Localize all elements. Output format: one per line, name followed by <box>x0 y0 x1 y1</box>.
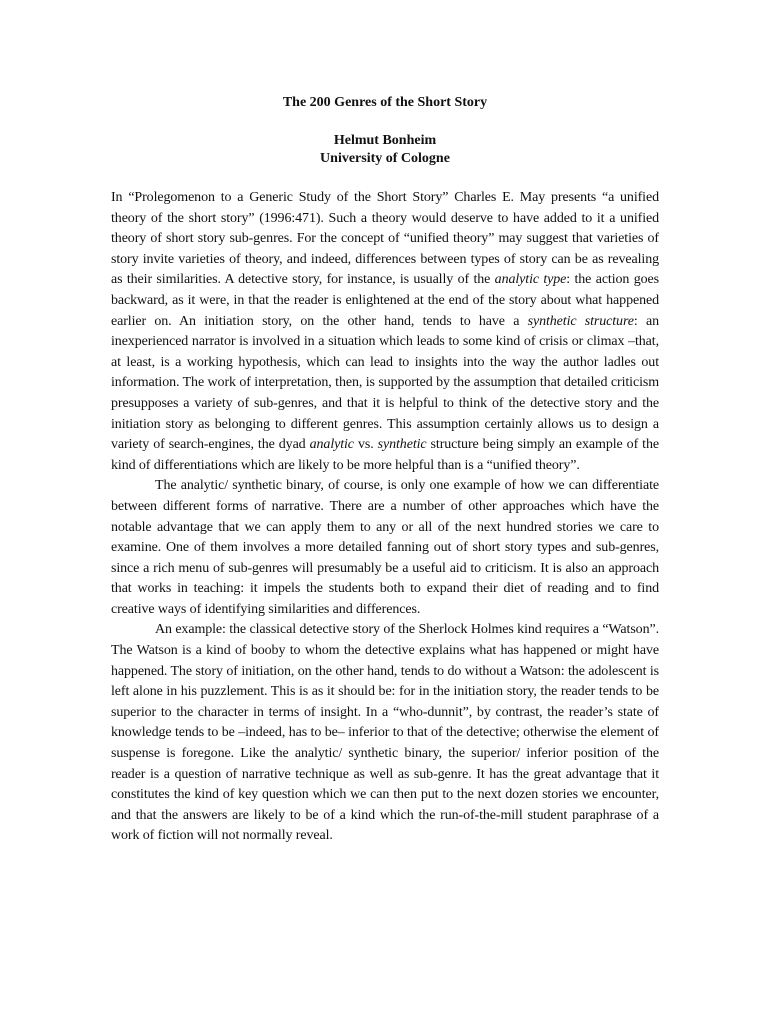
author-name: Helmut Bonheim <box>333 133 437 148</box>
author-block <box>111 132 659 168</box>
italic-term: synthetic <box>377 437 427 453</box>
paragraph-text: In “Prolegomenon to a Generic Study of the Short Story” Charles E. May presents “a unified theory of the short story” (1996:471). Such a theory would deserve to have added to it a unified theory of short story sub-genres. For the concept of “unified theory” may suggest that varieties of story invite varieties of theory, and indeed, differences between types of story can be as revealing as their similarities. A detective story, for instance, is usually of the <box>111 190 659 288</box>
body-paragraph <box>111 188 659 476</box>
document-page <box>111 94 659 847</box>
author-affiliation: University of Cologne <box>320 151 450 166</box>
paragraph-text: vs. <box>353 437 378 453</box>
paragraph-text: The analytic/ synthetic binary, of course, is only one example of how we can differentiate between different forms of narrative. There are a number of other approaches which have the notable advantage that we can apply them to any or all of the next hundred stories we care to examine. One of them involves a more detailed fanning out of short story types and sub-genres, since a rich menu of sub-genres will presumably be a useful aid to criticism. It is also an approach that works in teaching: it impels the students both to expand their diet of reading and to find creative ways of identifying similarities and differences. <box>111 478 659 617</box>
italic-term: synthetic structure <box>527 313 634 329</box>
body-text <box>111 188 659 847</box>
paragraph-text: An example: the classical detective story of the Sherlock Holmes kind requires a “Watson”. The Watson is a kind of booby to whom the detective explains what has happened or might have happened. The story of initiation, on the other hand, tends to do without a Watson: the adolescent is left alone in his puzzlement. This is as it should be: for in the initiation story, the reader tends to be superior to the character in terms of insight. In a “who-dunnit”, by contrast, the reader’s state of knowledge tends to be –indeed, has to be– inferior to that of the detective; otherwise the element of suspense is foregone. Like the analytic/ synthetic binary, the superior/ inferior position of the reader is a question of narrative technique as well as sub-genre. It has the great advantage that it constitutes the kind of key question which we can then put to the next dozen stories we encounter, and that the answers are likely to be of a kind which the run-of-the-mill student paraphrase of a work of fiction will not normally reveal. <box>111 622 659 844</box>
italic-term: analytic type <box>494 272 567 288</box>
paragraph-text: : an inexperienced narrator is involved in a situation which leads to some kind of crisis or climax –that, at least, is a working hypothesis, which can lead to insights into the way the author ladles out information. The work of interpretation, then, is supported by the assumption that detailed criticism presupposes a variety of sub-genres, and that it is helpful to think of the detective story and the initiation story as belonging to different genres. This assumption certainly allows us to design a variety of search-engines, the dyad <box>111 313 659 453</box>
body-paragraph <box>111 620 659 847</box>
body-paragraph <box>111 476 659 620</box>
paragraph-text: structure being simply an example of the kind of differentiations which are likely to be more helpful than is a “unified theory”. <box>111 437 659 473</box>
paragraph-text: : the action goes backward, as it were, in that the reader is enlightened at the end of the story about what happened earlier on. An initiation story, on the other hand, tends to have a <box>111 272 659 329</box>
italic-term: analytic <box>309 437 354 453</box>
document-title: The 200 Genres of the Short Story <box>282 95 488 110</box>
